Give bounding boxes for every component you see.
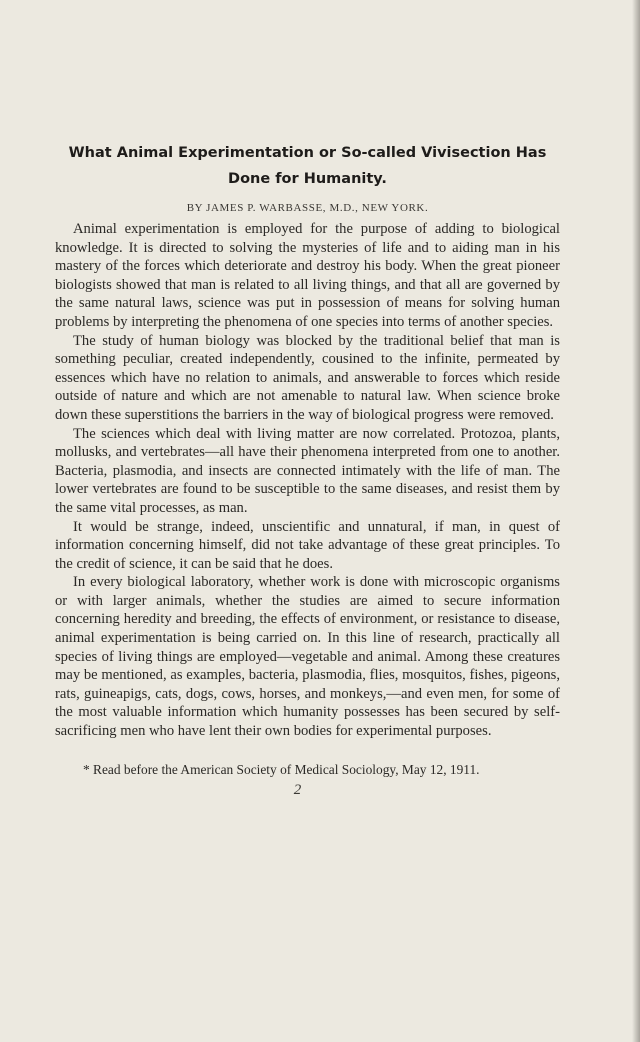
- paragraph-2: The study of human biology was blocked by the traditional belief that man is something peculiar, created independently, cousined to the infinite, permeated by essences which have no relation to animals, and answerable to forces which reside outside of nature and which are not amenable to natural law. When science broke down these superstitions the barriers in the way of biological progress were removed.: [55, 332, 560, 423]
- paragraph-5: In every biological laboratory, whether work is done with microscopic organisms or with larger animals, whether the studies are aimed to secure information concerning heredity and breeding, the effects of environment, or resistance to disease, animal experimentation is being carried on. In this line of research, practically all species of living things are employed—vegetable and animal. Among these creatures may be mentioned, as examples, bacteria, plasmodia, flies, mosquitos, fishes, pigeons, rats, guineapigs, cats, dogs, cows, horses, and monkeys,—and even men, for some of the most valuable information which humanity possesses has been secured by self-sacrificing men who have lent their own bodies for experimental purposes.: [55, 574, 560, 740]
- footnote: * Read before the American Society of Medical Sociology, May 12, 1911.: [83, 761, 480, 777]
- article-title-line-1: What Animal Experimentation or So-called Vivisection Has: [68, 145, 547, 161]
- author-byline: BY JAMES P. WARBASSE, M.D., NEW YORK.: [186, 202, 429, 214]
- article-title-line-2: Done for Humanity.: [228, 171, 387, 187]
- paragraph-3: The sciences which deal with living matter are now correlated. Protozoa, plants, mollusks, and vertebrates—all have their phenomena interpreted from one to another. Bacteria, plasmodia, and insects are connected intimately with the life of man. The lower vertebrates are found to be susceptible to the same diseases, and resist them by the same vital processes, as man.: [55, 425, 560, 516]
- page-edge-shadow: [632, 0, 640, 1042]
- page-number: 2: [293, 781, 302, 798]
- paragraph-1: Animal experimentation is employed for the purpose of adding to biological knowledge. It is directed to solving the mysteries of life and to aiding man in his mastery of the forces which deteriorate and destroy his body. When the great pioneer biologists showed that man is related to all living things, and that all are governed by the same natural laws, science was put in possession of means for solving human problems by interpreting the phenomena of one species into terms of another species.: [55, 221, 560, 330]
- paragraph-4: It would be strange, indeed, unscientific and unnatural, if man, in quest of information concerning himself, did not take advantage of these great principles. To the credit of science, it can be said that he does.: [55, 518, 560, 572]
- article-title: [55, 140, 560, 192]
- article-body: [55, 140, 560, 799]
